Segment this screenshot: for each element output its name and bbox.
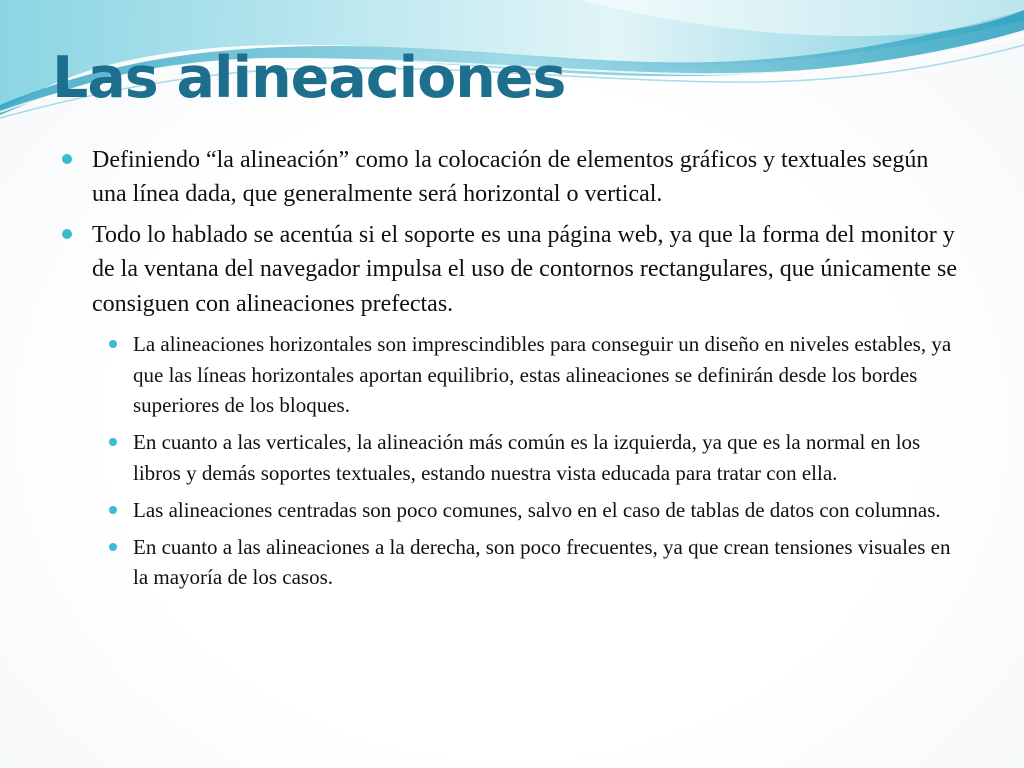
bullet-item bbox=[60, 143, 965, 212]
sub-bullet-text: En cuanto a las alineaciones a la derecha, son poco frecuentes, ya que crean tensiones visuales en la mayoría de los casos. bbox=[133, 534, 951, 590]
sub-bullet-item bbox=[92, 495, 965, 526]
sub-bullet-icon bbox=[109, 438, 117, 446]
bullet-icon bbox=[62, 154, 72, 164]
sub-bullet-icon bbox=[109, 506, 117, 514]
sub-bullet-text: La alineaciones horizontales son imprescindibles para conseguir un diseño en niveles estables, ya que las líneas horizontales aportan equilibrio, estas alineaciones se definirán desde los bordes superiores de los bloques. bbox=[133, 332, 952, 418]
slide-title: Las alineaciones bbox=[52, 45, 566, 111]
sub-bullet-text: En cuanto a las verticales, la alineación más común es la izquierda, ya que es la normal en los libros y demás soportes textuales, estando nuestra vista educada para tratar con ella. bbox=[133, 430, 921, 485]
bullet-icon bbox=[62, 229, 72, 239]
sub-bullet-item bbox=[92, 532, 965, 593]
bullet-text: Todo lo hablado se acentúa si el soporte es una página web, ya que la forma del monitor y de la ventana del navegador impulsa el uso de contornos rectangulares, que únicamente se consiguen con alineaciones prefectas. bbox=[92, 221, 958, 317]
sub-bullet-icon bbox=[109, 340, 117, 348]
sub-bullet-item bbox=[92, 329, 965, 421]
bullet-item bbox=[60, 218, 965, 593]
sub-bullet-icon bbox=[109, 543, 117, 551]
sub-bullet-item bbox=[92, 427, 965, 488]
sub-bullet-list bbox=[92, 329, 965, 593]
bullet-list bbox=[60, 143, 965, 599]
sub-bullet-text: Las alineaciones centradas son poco comunes, salvo en el caso de tablas de datos con columnas. bbox=[133, 497, 941, 522]
bullet-text: Definiendo “la alineación” como la colocación de elementos gráficos y textuales según una línea dada, que generalmente será horizontal o vertical. bbox=[92, 147, 929, 208]
